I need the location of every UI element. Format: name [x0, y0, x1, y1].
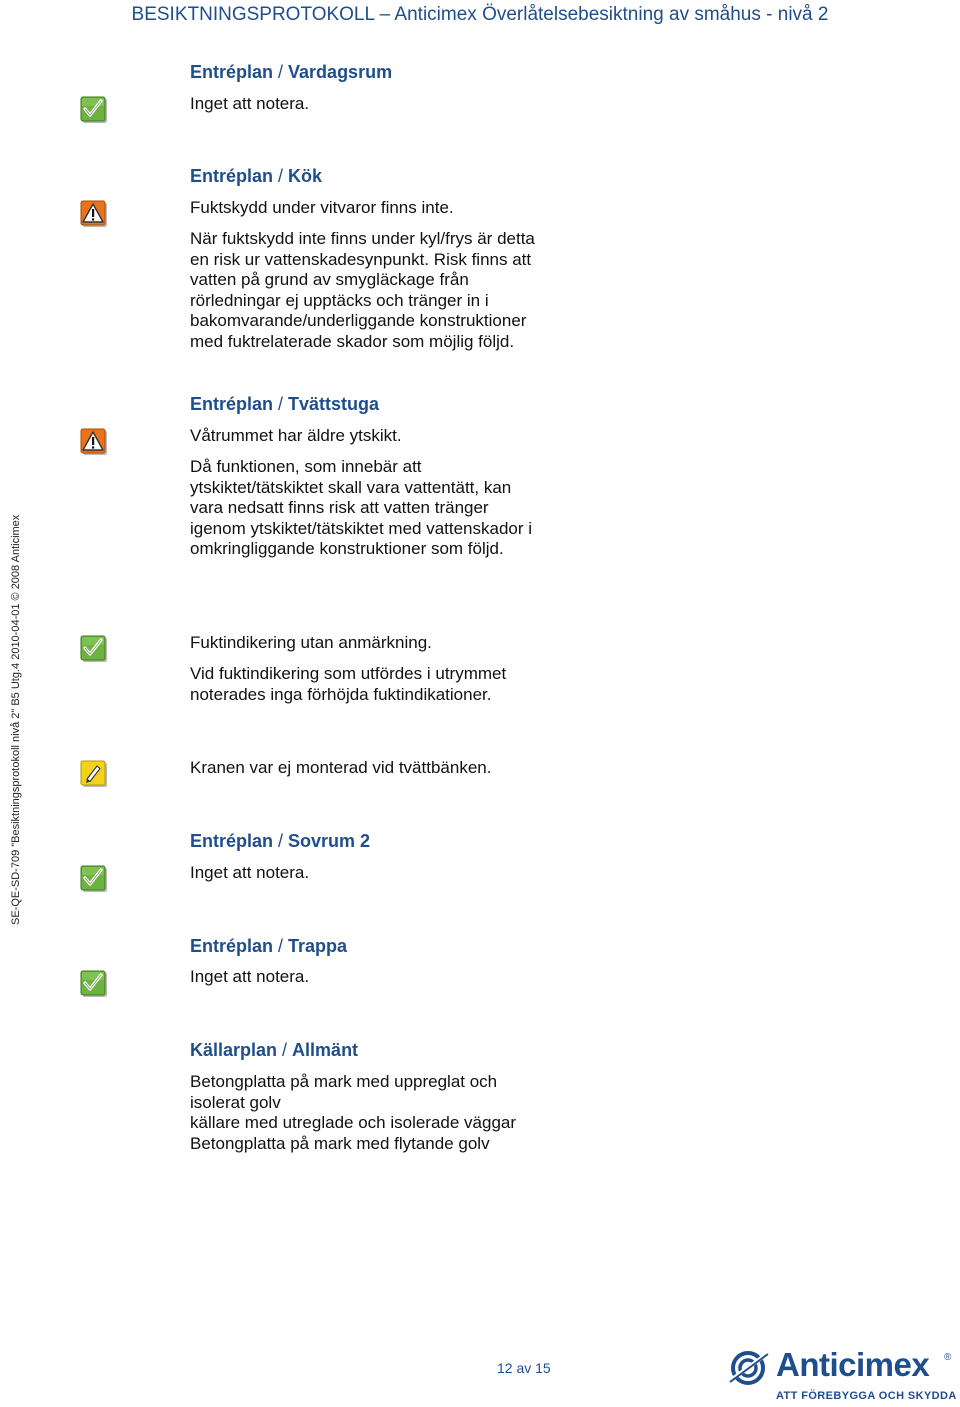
finding-text: Inget att notera. — [190, 863, 310, 882]
finding-text: Inget att notera. — [190, 94, 310, 113]
check-icon — [80, 635, 108, 663]
section-heading-allmant: Källarplan / Allmänt — [190, 1040, 359, 1060]
logo-tagline: ATT FÖREBYGGA OCH SKYDDA — [776, 1390, 957, 1402]
finding-text: Våtrummet har äldre ytskikt. — [190, 426, 402, 445]
page-number: 12 av 15 — [497, 1360, 551, 1376]
section-heading-vardagsrum: Entréplan / Vardagsrum — [190, 62, 393, 82]
warning-icon — [80, 428, 108, 456]
section-heading-kok: Entréplan / Kök — [190, 166, 323, 186]
check-icon — [80, 865, 108, 893]
section-heading-trappa: Entréplan / Trappa — [190, 936, 348, 956]
section-heading-tvattstuga: Entréplan / Tvättstuga — [190, 394, 380, 414]
pencil-icon — [80, 760, 108, 788]
finding-text: Kranen var ej monterad vid tvättbänken. — [190, 758, 492, 777]
finding-description: Då funktionen, som innebär att ytskiktet/tätskiktet skall vara vattentätt, kan vara nedsatt finns risk att vatten tränger igenom ytskiktet/tätskiktet med vattenskador i omkringliggande konstruktioner som följd. — [190, 457, 533, 559]
section-heading-sovrum-2: Entréplan / Sovrum 2 — [190, 831, 371, 851]
logo-registered-mark: ® — [944, 1352, 952, 1363]
document-reference-text: SE-QE-SD-709 "Besiktningsprotokoll nivå 2" B5 Utg.4 2010-04-01 © 2008 Anticimex — [10, 514, 22, 925]
finding-description: När fuktskydd inte finns under kyl/frys är detta en risk ur vattenskadesynpunkt. Risk finns att vatten på grund av smygläckage från rörledningar ej upptäcks och tränger in i bakomvarande/underliggande konstruktioner med fuktrelaterade skador som möjlig följd. — [190, 229, 535, 351]
construction-text: Betongplatta på mark med flytande golv — [190, 1134, 490, 1153]
finding-description: Vid fuktindikering som utfördes i utrymmet noterades inga förhöjda fuktindikationer. — [190, 664, 507, 704]
finding-text: Fuktindikering utan anmärkning. — [190, 633, 432, 652]
anticimex-logo-mark-icon — [728, 1350, 772, 1386]
construction-text: Betongplatta på mark med uppreglat och isolerat golv — [190, 1072, 498, 1112]
warning-icon — [80, 200, 108, 228]
check-icon — [80, 96, 108, 124]
construction-text: källare med utreglade och isolerade väggar — [190, 1113, 517, 1132]
check-icon — [80, 970, 108, 998]
anticimex-logo — [728, 1346, 957, 1406]
logo-name: Anticimex — [776, 1346, 930, 1383]
finding-text: Inget att notera. — [190, 967, 310, 986]
finding-text: Fuktskydd under vitvaror finns inte. — [190, 198, 454, 217]
page-header-title: BESIKTNINGSPROTOKOLL – Anticimex Överlåtelsebesiktning av småhus - nivå 2 — [131, 4, 829, 25]
